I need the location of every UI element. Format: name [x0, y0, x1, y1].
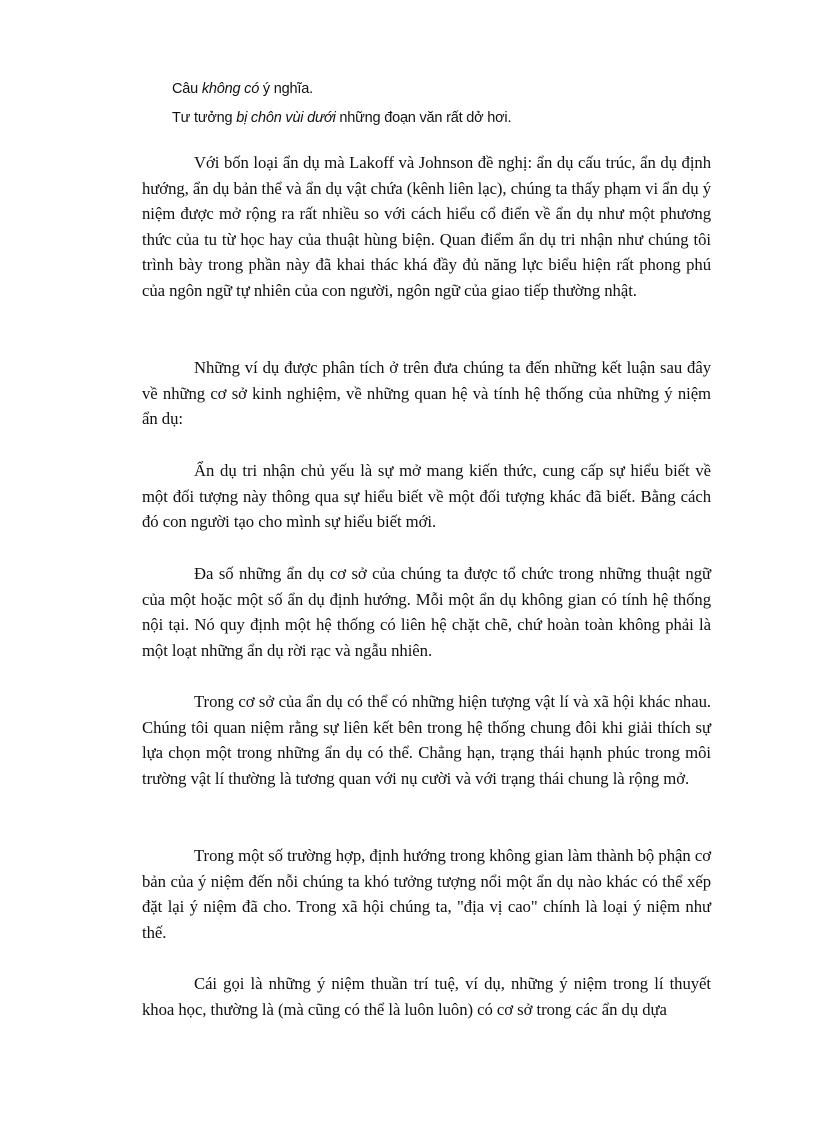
paragraph-conclusions-intro: Những ví dụ được phân tích ở trên đưa chúng ta đến những kết luận sau đây về những cơ sở kinh nghiệm, về những quan hệ và tính hệ thống của những ý niệm ẩn dụ:	[142, 358, 711, 428]
example-text: ý nghĩa.	[259, 81, 313, 97]
paragraph-intellectual-concepts: Cái gọi là những ý niệm thuần trí tuệ, ví dụ, những ý niệm trong lí thuyết khoa học, thường là (mà cũng có thể là luôn luôn) có cơ sở trong các ẩn dụ dựa	[142, 974, 711, 1019]
paragraph-cognitive-metaphor: Ẩn dụ tri nhận chủ yếu là sự mở mang kiến thức, cung cấp sự hiểu biết về một đối tượng này thông qua sự hiểu biết về một đối tượng khác đã biết. Bằng cách đó con người tạo cho mình sự hiểu biết mới.	[142, 461, 711, 531]
example-italic-phrase: không có	[201, 81, 260, 97]
example-text: Tư tưởng	[172, 110, 237, 126]
example-sentence-2	[172, 109, 511, 127]
example-sentence-1	[172, 80, 313, 98]
example-text: những đoạn văn rất dở hơi.	[335, 110, 512, 126]
example-italic-phrase: bị chôn vùi dưới	[236, 110, 336, 126]
paragraph-physical-social-basis: Trong cơ sở của ẩn dụ có thể có những hiện tượng vật lí và xã hội khác nhau. Chúng tôi quan niệm rằng sự liên kết bên trong hệ thống chung đôi khi giải thích sự lựa chọn một trong những ẩn dụ có thể. Chẳng hạn, trạng thái hạnh phúc trong môi trường vật lí thường là tương quan với nụ cười và với trạng thái chung là rộng mở.	[142, 692, 711, 788]
paragraph-spatial-orientation: Trong một số trường hợp, định hướng trong không gian làm thành bộ phận cơ bản của ý niệm đến nỗi chúng ta khó tưởng tượng nổi một ẩn dụ nào khác có thể xếp đặt lại ý niệm đã cho. Trong xã hội chúng ta, "địa vị cao" chính là loại ý niệm như thế.	[142, 846, 711, 942]
paragraph-orientational-metaphor: Đa số những ẩn dụ cơ sở của chúng ta được tổ chức trong những thuật ngữ của một hoặc một số ẩn dụ định hướng. Mỗi một ẩn dụ không gian có tính hệ thống nội tại. Nó quy định một hệ thống có liên hệ chặt chẽ, chứ hoàn toàn không phải là một loạt những ẩn dụ rời rạc và ngẫu nhiên.	[142, 564, 711, 660]
example-text: Câu	[172, 81, 202, 97]
paragraph-metaphor-types: Với bốn loại ẩn dụ mà Lakoff và Johnson đề nghị: ẩn dụ cấu trúc, ẩn dụ định hướng, ẩn dụ bản thể và ẩn dụ vật chứa (kênh liên lạc), chúng ta thấy phạm vi ẩn dụ ý niệm được mở rộng ra rất nhiều so với cách hiểu cổ điển về ẩn dụ như một phương thức của tu từ học hay của thuật hùng biện. Quan điểm ẩn dụ tri nhận như chúng tôi trình bày trong phần này đã khai thác khá đầy đủ năng lực biểu hiện rất phong phú của ngôn ngữ tự nhiên của con người, ngôn ngữ của giao tiếp thường nhật.	[142, 153, 711, 300]
